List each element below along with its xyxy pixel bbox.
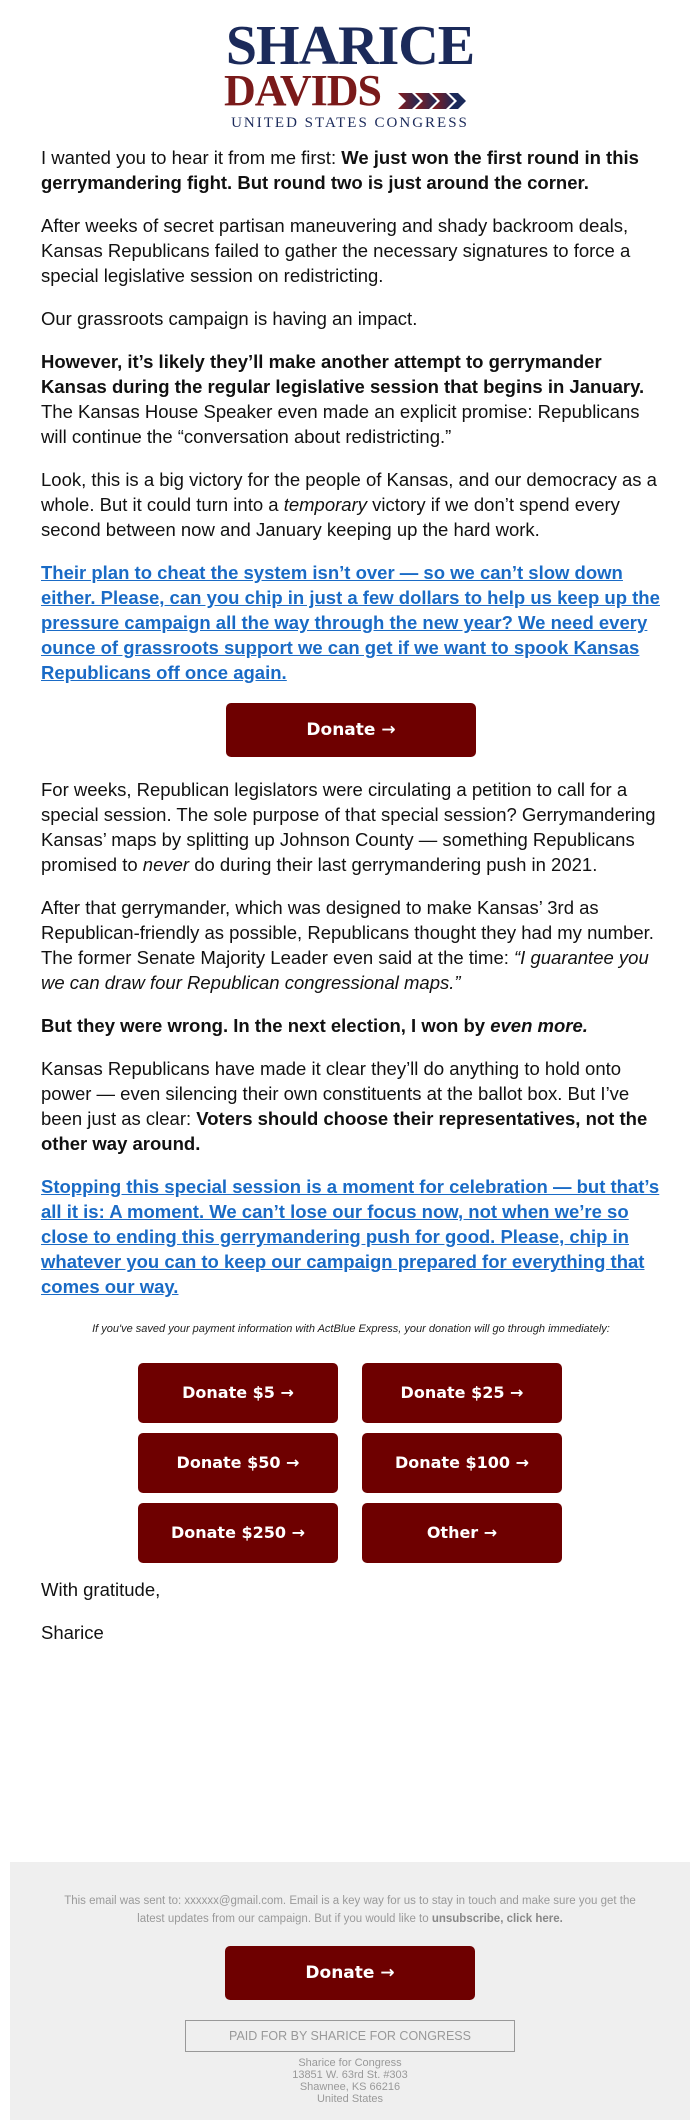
donate-5-button[interactable]: Donate $5 → [138, 1363, 338, 1423]
chevron-arrows-icon [398, 91, 466, 111]
email-body [41, 145, 661, 1360]
donate-button[interactable]: Donate → [226, 703, 476, 757]
paragraph: Kansas Republicans have made it clear they’ll do anything to hold onto power — even silencing their own constituents at the ballot box. But I’ve been just as clear: Voters should choose their representatives, not the other way around. [41, 1058, 648, 1154]
donate-other-button[interactable]: Other → [362, 1503, 562, 1563]
closing: With gratitude, [41, 1579, 161, 1600]
footer-disclaimer: This email was sent to: xxxxxx@gmail.com. Email is a key way for us to stay in touch and make sure you get the latest updates from our campaign. But if you would like to unsubscribe, click here. [64, 1895, 636, 1925]
signature: Sharice [41, 1622, 104, 1643]
paid-for-disclaimer: PAID FOR BY SHARICE FOR CONGRESS [185, 2020, 515, 2052]
campaign-logo [0, 0, 700, 135]
donate-100-button[interactable]: Donate $100 → [362, 1433, 562, 1493]
donate-text-link[interactable]: Their plan to cheat the system isn’t over — so we can’t slow down either. Please, can you chip in just a few dollars to help us keep up the pressure campaign all the way through the new year? We need every ounce of grassroots support we can get if we want to spook Kansas Republicans off once again. [41, 562, 660, 683]
mailing-address: Sharice for Congress 13851 W. 63rd St. #303 Shawnee, KS 66216 United States [292, 2057, 408, 2105]
paragraph: However, it’s likely they’ll make another attempt to gerrymander Kansas during the regular legislative session that begins in January. The Kansas House Speaker even made an explicit promise: Republicans will continue the “conversation about redistricting.” [41, 351, 645, 447]
donate-50-button[interactable]: Donate $50 → [138, 1433, 338, 1493]
paragraph: Our grassroots campaign is having an impact. [41, 308, 418, 329]
actblue-express-note: If you've saved your payment information with ActBlue Express, your donation will go through immediately: [92, 1323, 610, 1335]
paragraph-intro: I wanted you to hear it from me first: We just won the first round in this gerrymandering fight. But round two is just around the corner. [41, 147, 639, 193]
donate-text-link[interactable]: Stopping this special session is a moment for celebration — but that’s all it is: A moment. We can’t lose our focus now, not when we’re so close to ending this gerrymandering push for good. Please, chip in whatever you can to keep our campaign prepared for everything that comes our way. [41, 1176, 660, 1297]
donate-link-paragraph [41, 1174, 661, 1299]
donate-250-button[interactable]: Donate $250 → [138, 1503, 338, 1563]
logo-subtitle: UNITED STATES CONGRESS [231, 115, 469, 131]
sign-off [41, 1577, 160, 1645]
paragraph: Look, this is a big victory for the people of Kansas, and our democracy as a whole. But it could turn into a temporary victory if we don’t spend every second between now and January keeping up the hard work. [41, 469, 657, 540]
paragraph: For weeks, Republican legislators were circulating a petition to call for a special session. The sole purpose of that special session? Gerrymandering Kansas’ maps by splitting up Johnson County — something Republicans promised to never do during their last gerrymandering push in 2021. [41, 779, 656, 875]
logo-first-name: SHARICE [225, 15, 475, 77]
logo-last-name: DAVIDS [224, 66, 382, 115]
donate-link-paragraph [41, 560, 661, 685]
email-footer [10, 1862, 690, 2120]
paragraph: After weeks of secret partisan maneuvering and shady backroom deals, Kansas Republicans failed to gather the necessary signatures to force a special legislative session on redistricting. [41, 215, 631, 286]
unsubscribe-link[interactable]: unsubscribe, click here. [431, 1913, 563, 1925]
footer-donate-button[interactable]: Donate → [225, 1946, 475, 2000]
paragraph: After that gerrymander, which was designed to make Kansas’ 3rd as Republican-friendly as possible, Republicans thought they had my number. The former Senate Majority Leader even said at the time: “I guarantee you we can draw four Republican congressional maps.” [41, 897, 654, 993]
paragraph: But they were wrong. In the next election, I won by even more. [41, 1015, 588, 1036]
donate-25-button[interactable]: Donate $25 → [362, 1363, 562, 1423]
